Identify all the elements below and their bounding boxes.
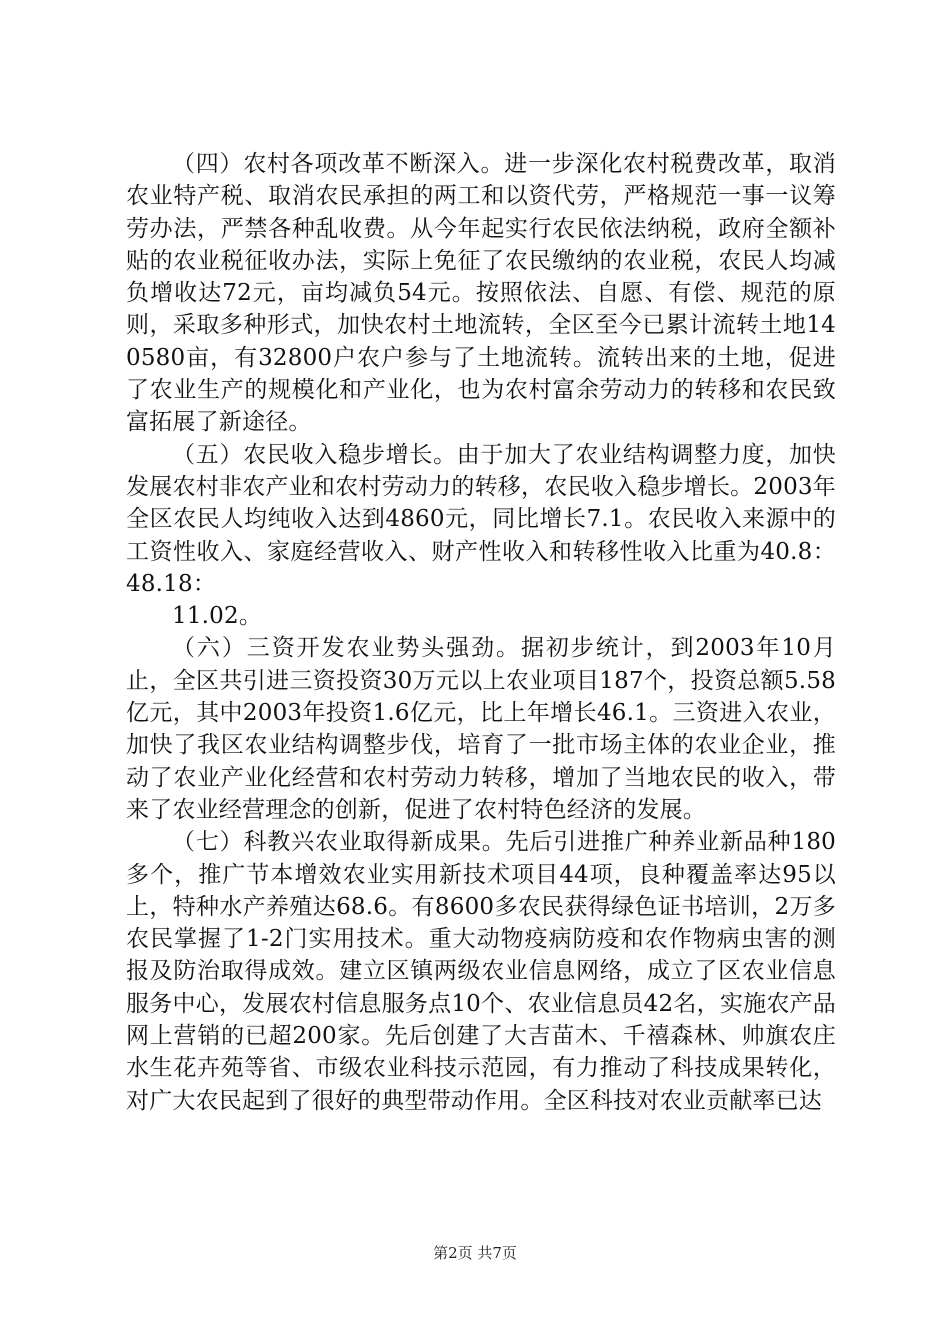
paragraph-foreign-investment: （六）三资开发农业势头强劲。据初步统计，到2003年10月止，全区共引进三资投资30万元以上农业项目187个，投资总额5.58亿元，其中2003年投资1.6亿元，比上年增长46.1。三资进入农业，加快了我区农业结构调整步伐，培育了一批市场主体的农业企业，推动了农业产业化经营和农村劳动力转移，增加了当地农民的收入，带来了农业经营理念的创新，促进了农村特色经济的发展。 (126, 635, 836, 823)
document-body (126, 148, 836, 1117)
paragraph-science-agriculture: （七）科教兴农业取得新成果。先后引进推广种养业新品种180多个，推广节本增效农业实用新技术项目44项，良种覆盖率达95以上，特种水产养殖达68.6。有8600多农民获得绿色证书培训，2万多农民掌握了1-2门实用技术。重大动物疫病防疫和农作物病虫害的测报及防治取得成效。建立区镇两级农业信息网络，成立了区农业信息服务中心，发展农村信息服务点10个、农业信息员42名，实施农产品网上营销的已超200家。先后创建了大吉苗木、千禧森林、帅旗农庄水生花卉苑等省、市级农业科技示范园，有力推动了科技成果转化，对广大农民起到了很好的典型带动作用。全区科技对农业贡献率已达 (126, 829, 836, 1114)
paragraph-farmer-income: （五）农民收入稳步增长。由于加大了农业结构调整力度，加快发展农村非农产业和农村劳动力的转移，农民收入稳步增长。2003年全区农民人均纯收入达到4860元，同比增长7.1。农民收入来源中的工资性收入、家庭经营收入、财产性收入和转移性收入比重为40.8：48.18： (126, 441, 836, 597)
paragraph-rural-reform: （四）农村各项改革不断深入。进一步深化农村税费改革，取消农业特产税、取消农民承担的两工和以资代劳，严格规范一事一议筹劳办法，严禁各种乱收费。从今年起实行农民依法纳税，政府全额补贴的农业税征收办法，实际上免征了农民缴纳的农业税，农民人均减负增收达72元，亩均减负54元。按照依法、自愿、有偿、规范的原则，采取多种形式，加快农村土地流转，全区至今已累计流转土地140580亩，有32800户农户参与了土地流转。流转出来的土地，促进了农业生产的规模化和产业化，也为农村富余劳动力的转移和农民致富拓展了新途径。 (126, 151, 836, 436)
paragraph-income-ratio-continued: 11.02。 (172, 603, 263, 630)
page-number-footer: 第2页 共7页 (433, 1244, 517, 1262)
